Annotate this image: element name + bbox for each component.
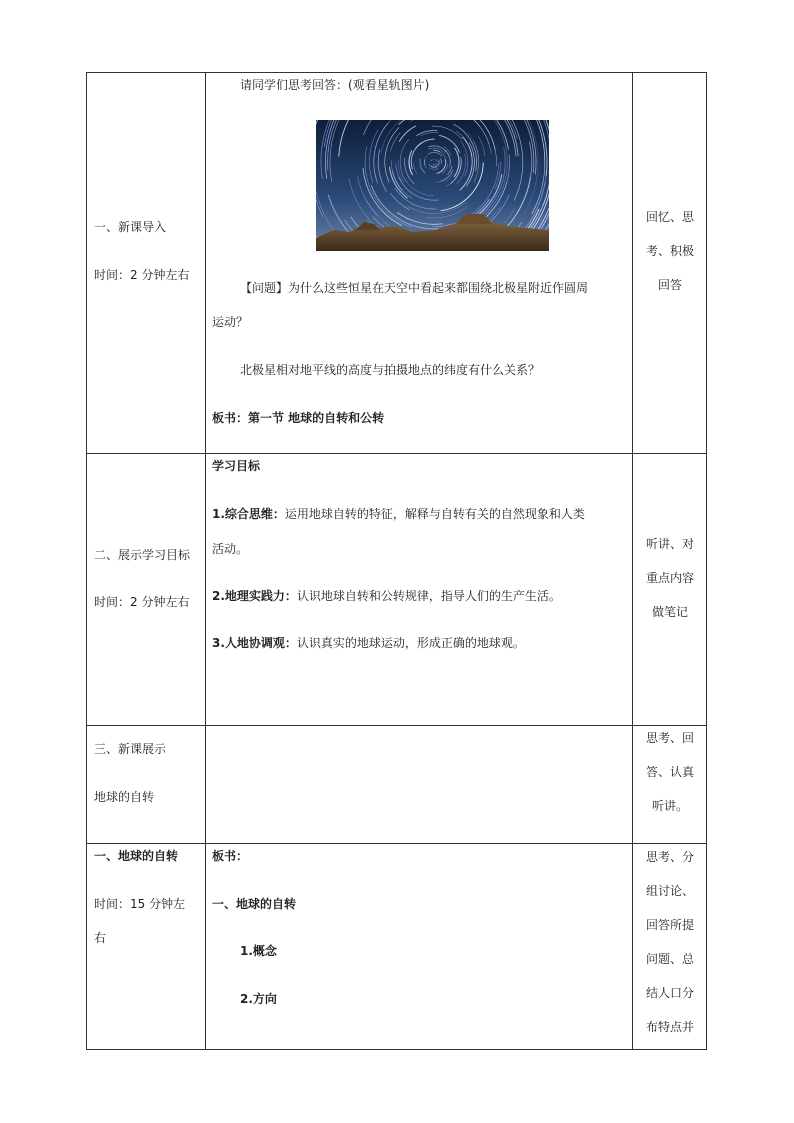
row1-question-line2: 运动？ <box>212 315 249 329</box>
row1-student-activity: 回忆、思 考、积极 回答 <box>645 210 694 292</box>
row4-stage-label: 一、地球的自转 <box>94 849 179 863</box>
table-border-right <box>706 72 707 1050</box>
row1-time-label: 时间：2 分钟左右 <box>94 268 190 282</box>
row2-goal1 <box>212 505 585 523</box>
goal3-label: 3.人地协调观： <box>212 636 297 650</box>
row1-question-line1: 【问题】为什么这些恒星在天空中看起来都围绕北极星附近作圆周 <box>240 281 589 295</box>
row1-question2: 北极星相对地平线的高度与拍摄地点的纬度有什么关系？ <box>240 363 541 377</box>
goal2-text: 认识地球自转和公转规律，指导人们的生产生活。 <box>296 589 561 603</box>
row3-student-activity: 思考、回 答、认真 听讲。 <box>645 731 694 813</box>
table-border-left <box>86 72 87 1050</box>
row2-stage-label: 二、展示学习目标 <box>94 548 191 562</box>
table-border-bottom <box>86 1049 707 1050</box>
goal3-text: 认识真实的地球运动，形成正确的地球观。 <box>296 636 525 650</box>
table-border-col2 <box>632 72 633 1050</box>
table-border-top <box>86 72 707 73</box>
goal1-text: 运用地球自转的特征，解释与自转有关的自然现象和人类 <box>284 507 585 521</box>
row3-topic-label: 地球的自转 <box>94 790 155 804</box>
row2-goal2 <box>212 587 561 605</box>
row4-time-label: 时间：15 分钟左 <box>94 897 186 911</box>
row1-stage-label: 一、新课导入 <box>94 220 167 234</box>
table-row-divider-2 <box>86 725 707 726</box>
row2-student-activity: 听讲、对 重点内容 做笔记 <box>645 537 694 619</box>
row4-student-activity: 思考、分 组讨论、 回答所提 问题、总 结人口分 布特点并 <box>645 850 694 1034</box>
row2-time-label: 时间：2 分钟左右 <box>94 595 190 609</box>
row4-item-concept: 1.概念 <box>240 944 277 958</box>
row2-heading: 学习目标 <box>212 459 261 473</box>
row2-goal3 <box>212 634 525 652</box>
row4-item-direction: 2.方向 <box>240 992 277 1006</box>
goal1-label: 1.综合思维： <box>212 507 285 521</box>
goal2-label: 2.地理实践力： <box>212 589 297 603</box>
row1-intro-text: 请同学们思考回答：(观看星轨图片) <box>240 78 430 92</box>
table-row-divider-3 <box>86 843 707 844</box>
row4-section-title: 一、地球的自转 <box>212 897 297 911</box>
row1-board-note: 板书：第一节 地球的自转和公转 <box>212 411 385 425</box>
row4-time-label-cont: 右 <box>94 931 107 945</box>
table-border-col1 <box>205 72 206 1050</box>
table-row-divider-1 <box>86 453 707 454</box>
star-trail-photo <box>316 120 549 251</box>
row4-board-label: 板书： <box>212 849 249 863</box>
row2-goal1-cont: 活动。 <box>212 542 249 556</box>
row3-stage-label: 三、新课展示 <box>94 742 167 756</box>
